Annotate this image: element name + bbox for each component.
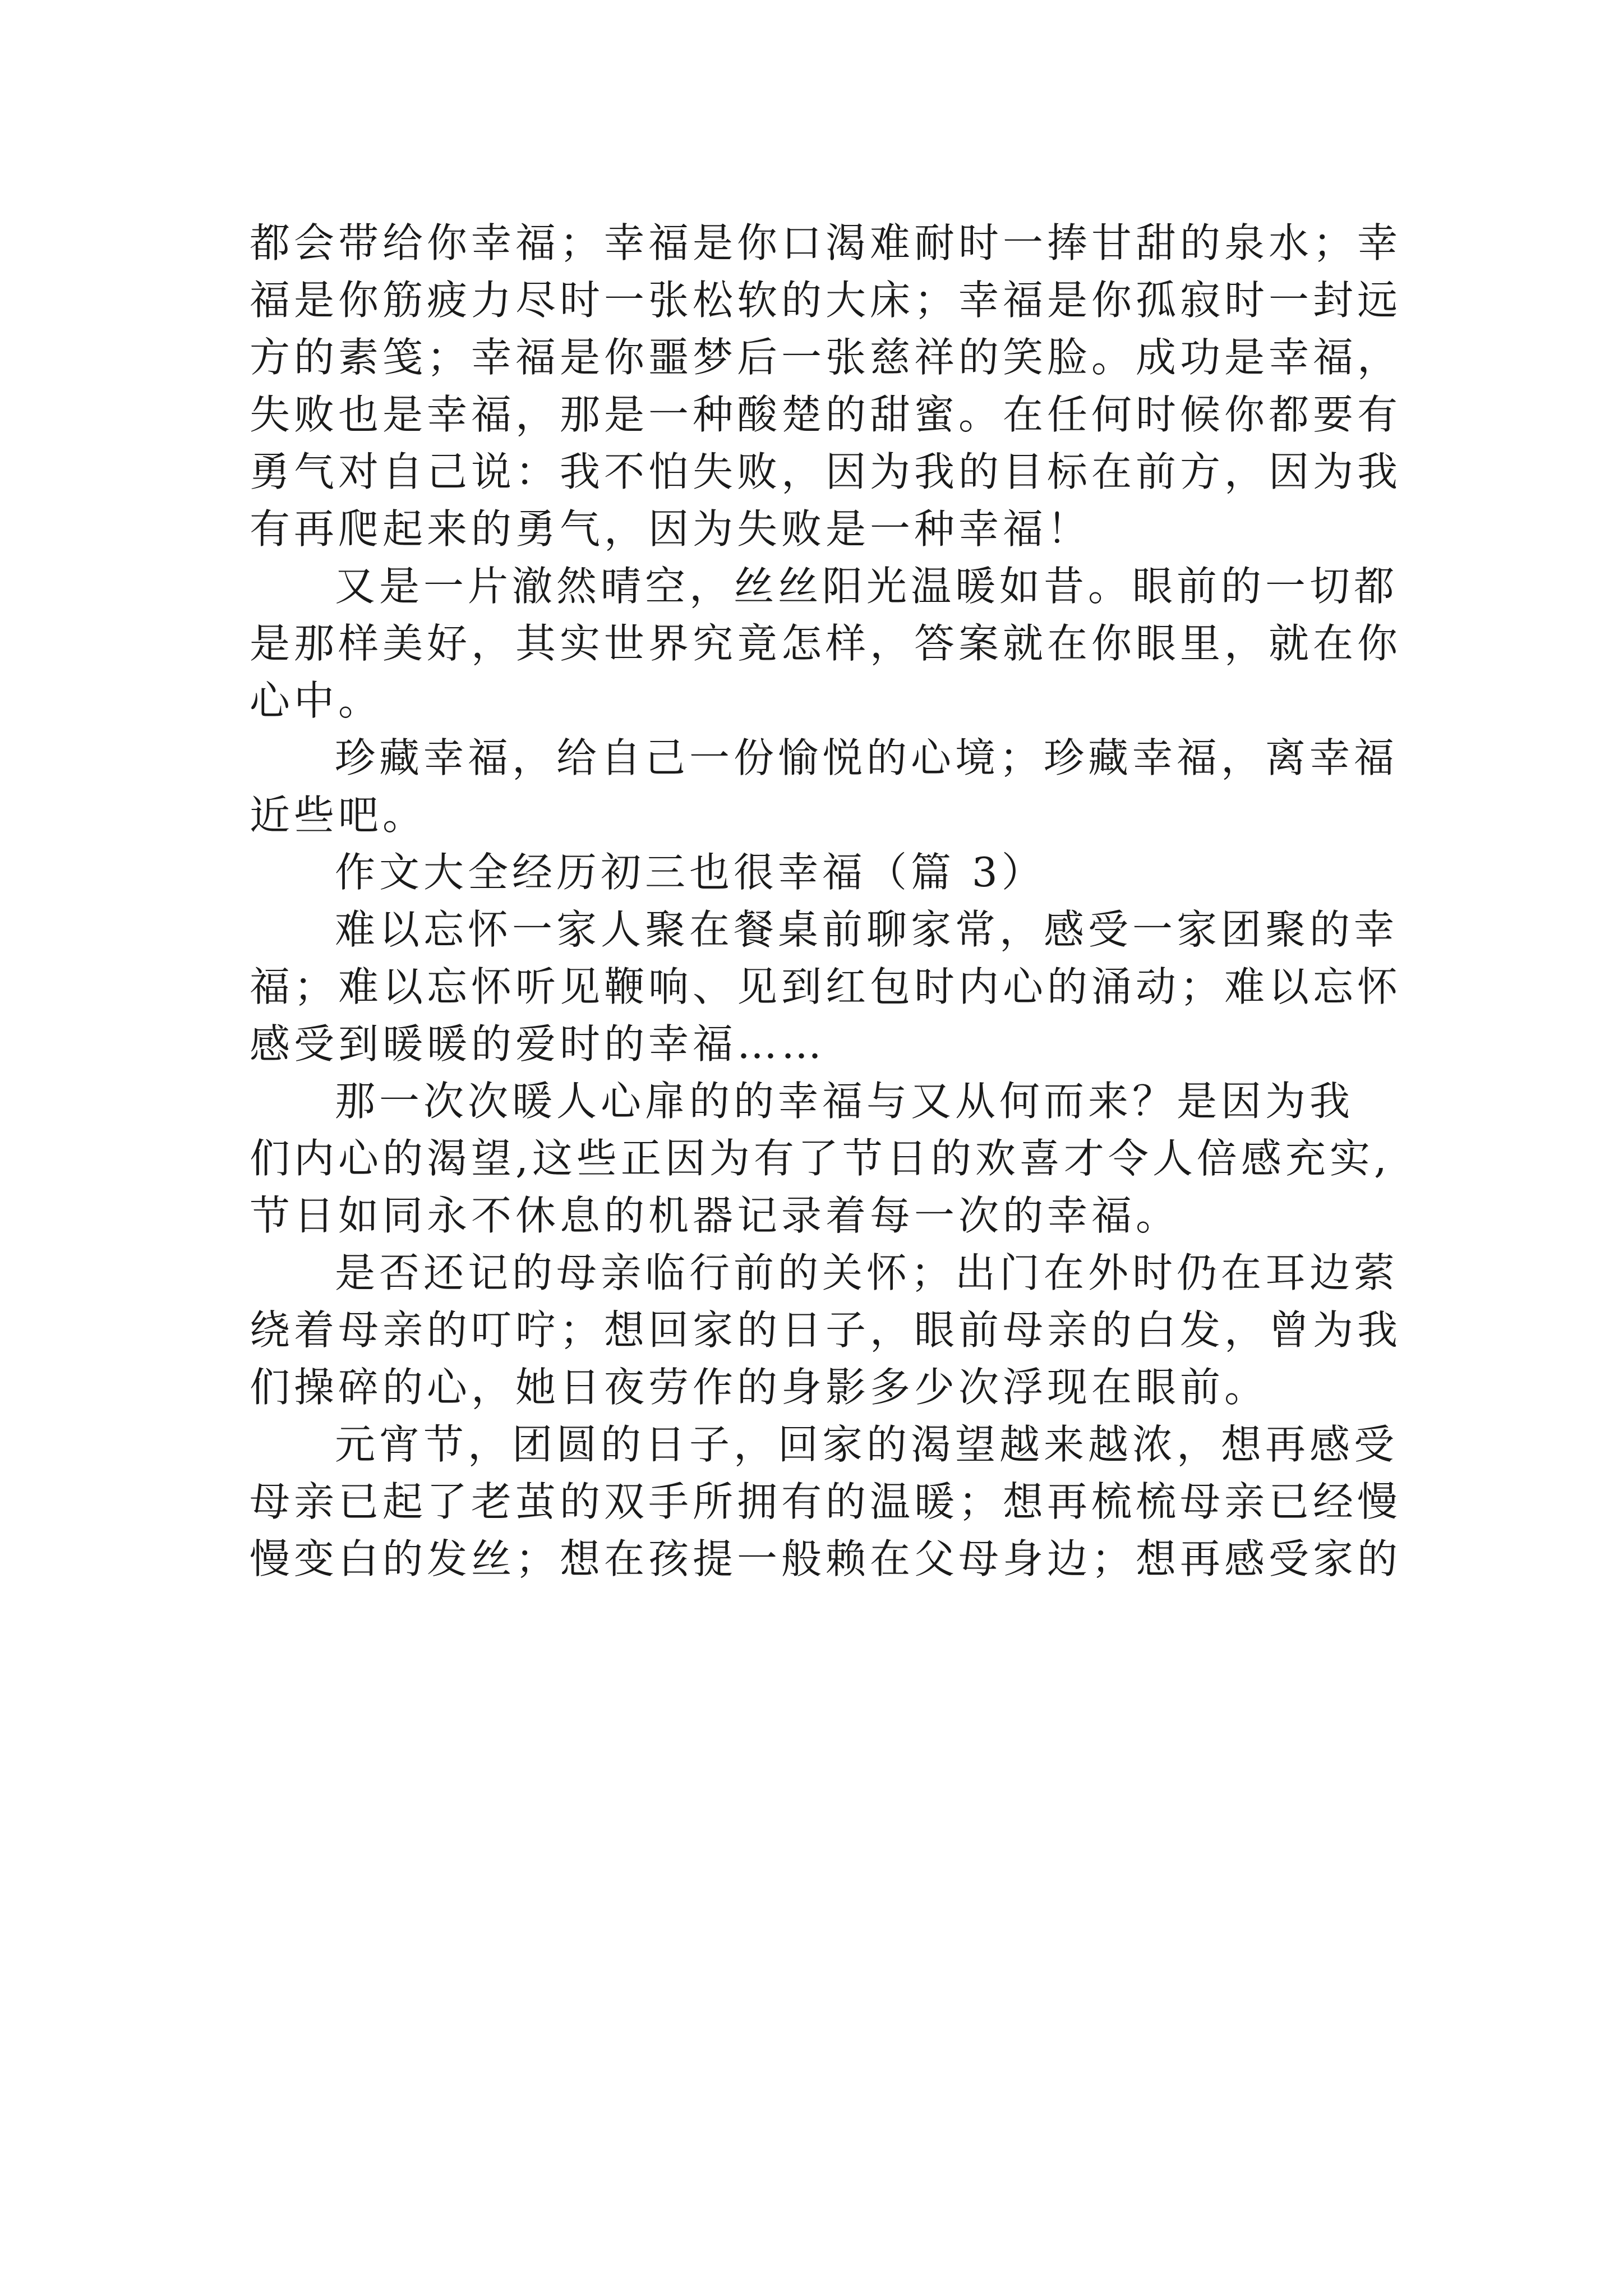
text-line: 方的素笺；幸福是你噩梦后一张慈祥的笑脸。成功是幸福， — [250, 334, 1402, 381]
paragraph-start-line: 珍藏幸福，给自己一份愉悦的心境；珍藏幸福，离幸福 — [335, 734, 1399, 781]
text-line: 福是你筋疲力尽时一张松软的大床；幸福是你孤寂时一封远 — [250, 277, 1402, 324]
text-line: 勇气对自己说：我不怕失败，因为我的目标在前方，因为我 — [250, 448, 1402, 495]
text-line: 慢变白的发丝；想在孩提一般赖在父母身边；想再感受家的 — [250, 1535, 1402, 1582]
text-line: 感受到暖暖的爱时的幸福…… — [250, 1020, 826, 1068]
text-line: 们内心的渴望,这些正因为有了节日的欢喜才令人倍感充实, — [250, 1135, 1391, 1182]
paragraph-start-line: 是否还记的母亲临行前的关怀；出门在外时仍在耳边萦 — [335, 1249, 1399, 1296]
text-line: 们操碎的心，她日夜劳作的身影多少次浮现在眼前。 — [250, 1364, 1269, 1411]
paragraph-start-line: 那一次次暖人心扉的的幸福与又从何而来？是因为我 — [335, 1078, 1354, 1125]
text-line: 节日如同永不休息的机器记录着每一次的幸福。 — [250, 1192, 1181, 1239]
text-line: 心中。 — [250, 677, 383, 724]
paragraph-start-line: 又是一片澈然晴空，丝丝阳光温暖如昔。眼前的一切都 — [335, 563, 1399, 610]
text-line: 有再爬起来的勇气，因为失败是一种幸福！ — [250, 505, 1092, 553]
body-text — [250, 214, 1402, 1588]
text-line: 近些吧。 — [250, 792, 427, 839]
text-line: 母亲已起了老茧的双手所拥有的温暖；想再梳梳母亲已经慢 — [250, 1478, 1402, 1525]
section-heading: 作文大全经历初三也很幸福（篇 3） — [335, 849, 1046, 896]
text-line: 是那样美好，其实世界究竟怎样，答案就在你眼里，就在你 — [250, 620, 1402, 667]
text-line: 福；难以忘怀听见鞭响、见到红包时内心的涌动；难以忘怀 — [250, 963, 1402, 1010]
text-line: 都会带给你幸福；幸福是你口渴难耐时一捧甘甜的泉水；幸 — [250, 219, 1402, 266]
text-line: 绕着母亲的叮咛；想回家的日子，眼前母亲的白发，曾为我 — [250, 1306, 1402, 1354]
paragraph-start-line: 难以忘怀一家人聚在餐桌前聊家常，感受一家团聚的幸 — [335, 906, 1399, 953]
text-line: 失败也是幸福，那是一种酸楚的甜蜜。在任何时候你都要有 — [250, 391, 1402, 438]
paragraph-start-line: 元宵节，团圆的日子，回家的渴望越来越浓，想再感受 — [335, 1421, 1399, 1468]
